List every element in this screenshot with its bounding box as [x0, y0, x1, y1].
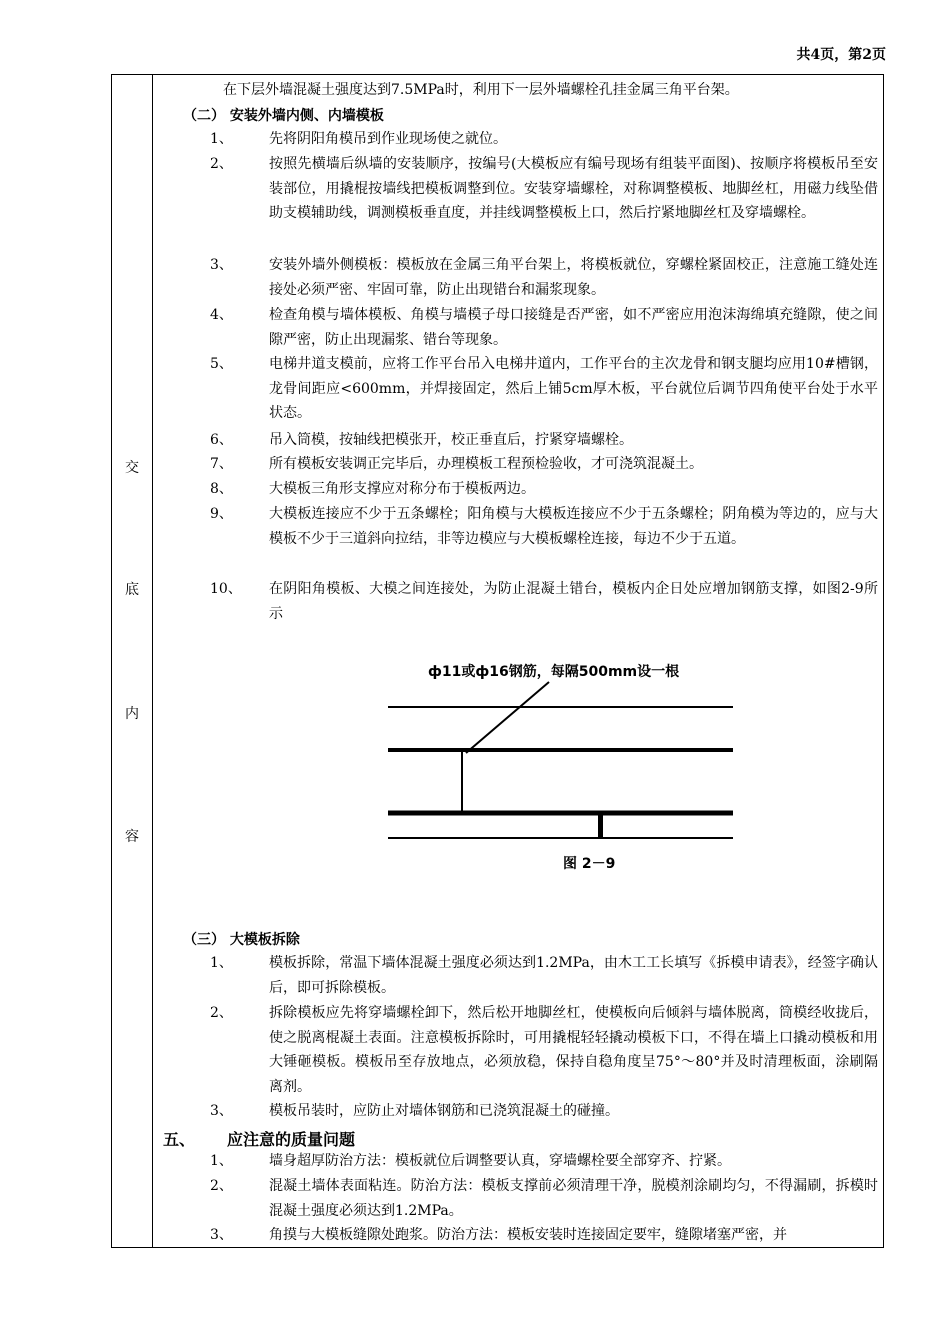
item-number: 1、: [210, 1153, 233, 1169]
side-label-char: 交: [125, 460, 139, 476]
side-label-column: [112, 75, 153, 1247]
item-number: 10、: [210, 581, 242, 597]
section-3-heading: （三） 大模板拆除: [183, 932, 300, 948]
item-text: 大模板三角形支撑应对称分布于模板两边。: [269, 481, 535, 497]
item-text: 墙身超厚防治方法：模板就位后调整要认真，穿墙螺栓要全部穿齐、拧紧。: [269, 1153, 731, 1169]
item-number: 6、: [210, 432, 233, 448]
side-label-char: 容: [125, 829, 139, 845]
item-number: 3、: [210, 1103, 233, 1119]
item-number: 3、: [210, 257, 233, 273]
figure-caption: 图 2－9: [563, 856, 616, 872]
leader-line: [466, 682, 549, 753]
item-number: 8、: [210, 481, 233, 497]
item-text: 角摸与大模板缝隙处跑浆。防治方法：模板安装时连接固定要牢，缝隙堵塞严密，并: [269, 1227, 787, 1243]
section-5-title: 应注意的质量问题: [227, 1130, 356, 1149]
item-number: 2、: [210, 156, 233, 172]
item-number: 7、: [210, 456, 233, 472]
section-5-number: 五、: [163, 1130, 196, 1149]
item-number: 3、: [210, 1227, 233, 1243]
rebar-support-figure: [313, 655, 733, 875]
content-cell: [153, 75, 883, 1247]
item-number: 5、: [210, 356, 233, 372]
item-text: 安装外墙外侧模板：模板放在金属三角平台架上，将模板就位，穿螺栓紧固校正，注意施工缝处连接处必须严密、牢固可靠，防止出现错台和漏浆现象。: [269, 257, 878, 298]
side-label-char: 内: [125, 706, 139, 722]
item-text: 按照先横墙后纵墙的安装顺序，按编号(大模板应有编号现场有组装平面图)、按顺序将模板吊至安装部位，用撬棍按墙线把模板调整到位。安装穿墙螺栓，对称调整模板、地脚丝杠，用磁力线坠借助支模辅助线，调测模板垂直度，并挂线调整模板上口，然后拧紧地脚丝杠及穿墙螺栓。: [269, 156, 878, 221]
item-text: 电梯井道支模前，应将工作平台吊入电梯井道内，工作平台的主次龙骨和钢支腿均应用10#槽钢，龙骨间距应<600mm，并焊接固定，然后上铺5cm厚木板，平台就位后调节四角使平台处于水平状态。: [269, 356, 878, 421]
item-number: 4、: [210, 307, 233, 323]
item-text: 拆除模板应先将穿墙螺栓卸下，然后松开地脚丝杠，使模板向后倾斜与墙体脱离，筒模经收拢后，使之脱离棍凝土表面。注意模板拆除时，可用撬棍轻轻撬动模板下口，不得在墙上口撬动模板和用大锤砸模板。模板吊至存放地点，必须放稳，保持自稳角度呈75°～80°并及时清理板面，涂刷隔离剂。: [269, 1005, 878, 1095]
rebar-support-diagram: [313, 655, 733, 875]
item-number: 1、: [210, 955, 233, 971]
item-text: 吊入筒模，按轴线把模张开，校正垂直后，拧紧穿墙螺栓。: [269, 432, 633, 448]
item-number: 2、: [210, 1178, 233, 1194]
item-text: 模板吊装时，应防止对墙体钢筋和已浇筑混凝土的碰撞。: [269, 1103, 619, 1119]
item-text: 所有模板安装调正完毕后，办理模板工程预检验收，才可浇筑混凝土。: [269, 456, 703, 472]
item-number: 1、: [210, 131, 233, 147]
item-text: 混凝土墙体表面粘连。防治方法：模板支撑前必须清理干净，脱模剂涂刷均匀，不得漏刷，拆模时混凝土强度必须达到1.2MPa。: [269, 1178, 878, 1219]
item-text: 模板拆除，常温下墙体混凝土强度必须达到1.2MPa，由木工工长填写《拆模申请表》，经签字确认后，即可拆除模板。: [269, 955, 878, 996]
item-text: 检查角模与墙体模板、角模与墙模子母口接缝是否严密，如不严密应用泡沫海绵填充缝隙，使之间隙严密，防止出现漏浆、错台等现象。: [269, 307, 878, 348]
figure-annotation: ф11或ф16钢筋，每隔500mm设一根: [428, 664, 680, 680]
item-number: 9、: [210, 506, 233, 522]
content-table: [111, 74, 884, 1248]
side-label-char: 底: [125, 582, 139, 598]
item-text: 先将阴阳角模吊到作业现场使之就位。: [269, 131, 507, 147]
panel-joint: [598, 815, 603, 837]
item-text: 大模板连接应不少于五条螺栓；阳角模与大模板连接应不少于五条螺栓；阴角模为等边的，应与大模板不少于三道斜向拉结，非等边模应与大模板螺栓连接，每边不少于五道。: [269, 506, 878, 547]
section-2-heading: （二） 安装外墙内侧、内墙模板: [183, 108, 384, 124]
item-number: 2、: [210, 1005, 233, 1021]
intro-line: 在下层外墙混凝土强度达到7.5MPa时，利用下一层外墙螺栓孔挂金属三角平台架。: [223, 82, 739, 98]
item-text: 在阴阳角模板、大模之间连接处，为防止混凝土错台，模板内企日处应增加钢筋支撑，如图2-9所示: [269, 581, 878, 622]
page-number-info: 共4页，第2页: [796, 47, 886, 63]
